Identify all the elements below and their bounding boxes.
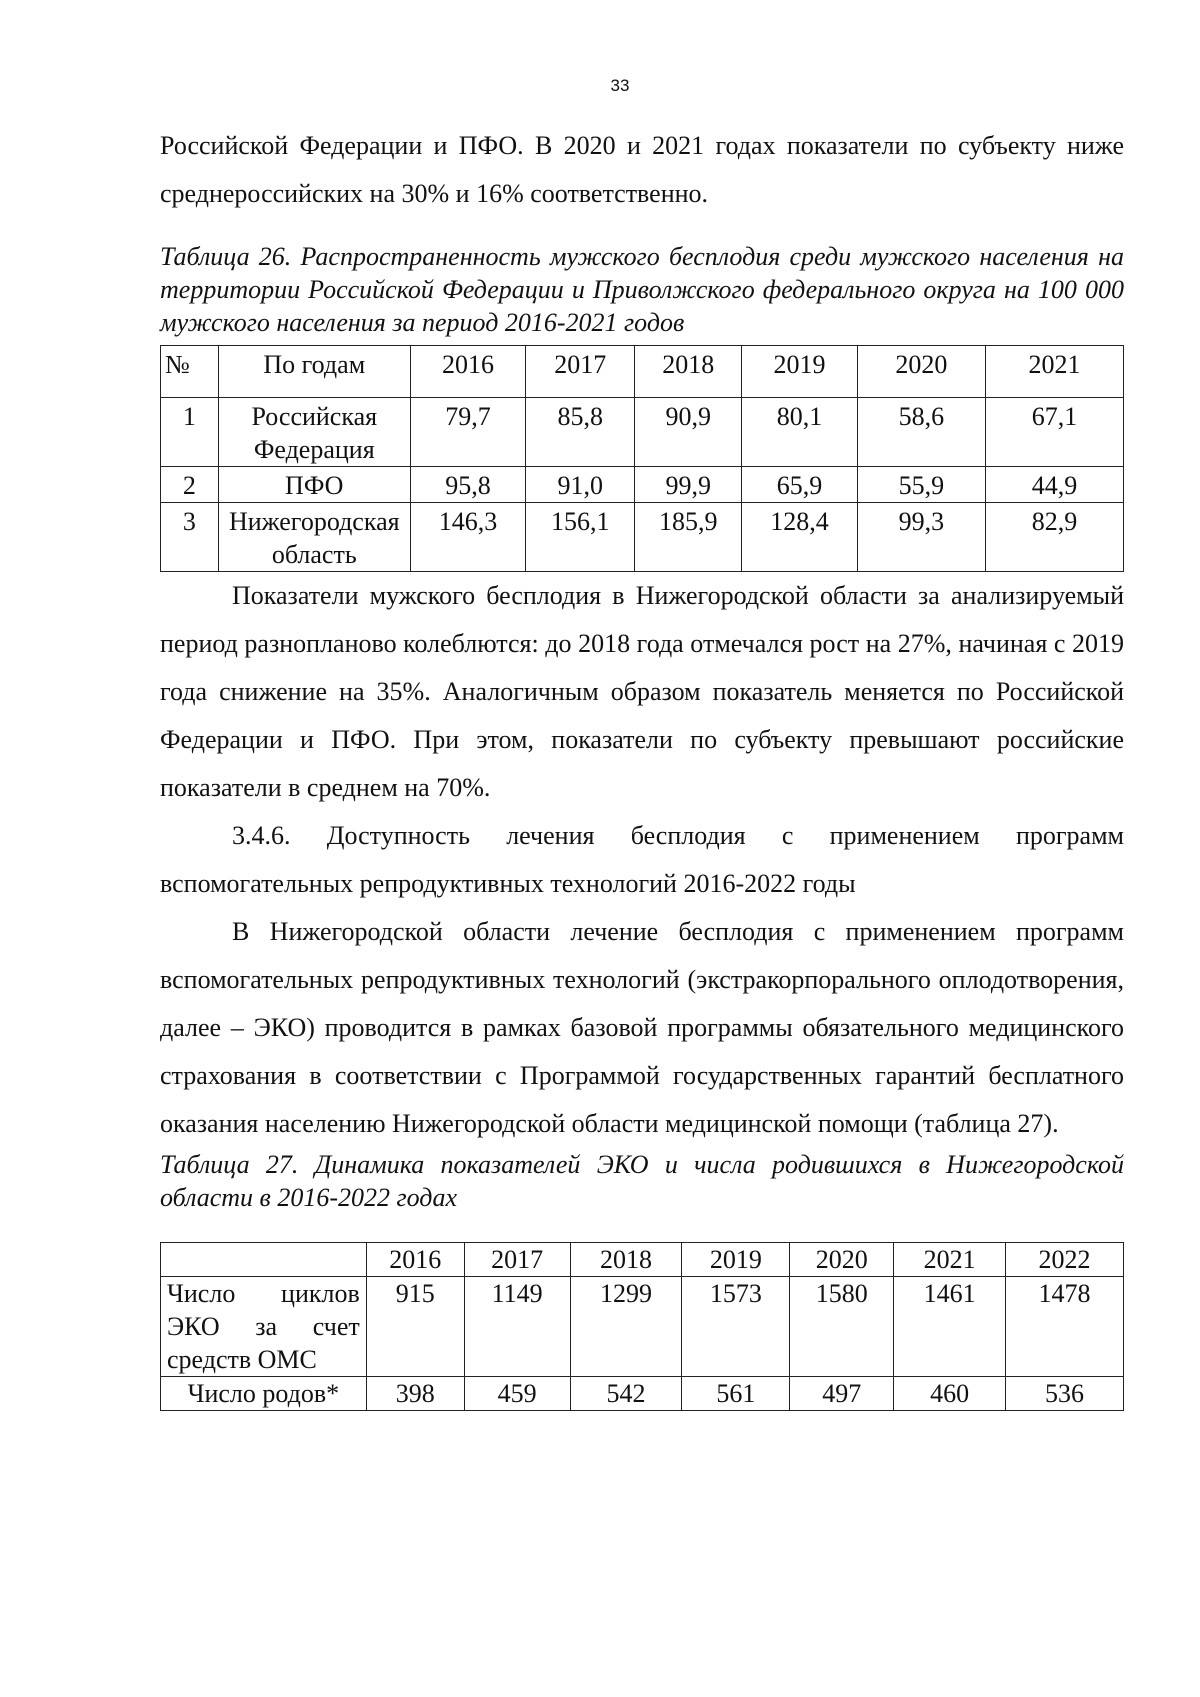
table-27-cell: 1580 <box>790 1277 894 1377</box>
table-27-header-row <box>161 1243 1124 1277</box>
table-26-row <box>161 467 1124 503</box>
table-27-header-cell: 2021 <box>894 1243 1006 1277</box>
table-26-cell: 185,9 <box>635 503 742 572</box>
table-26-cell: 79,7 <box>410 398 525 467</box>
table-27-cell: 536 <box>1006 1377 1124 1411</box>
table-27-row <box>161 1277 1124 1377</box>
page-number: 33 <box>610 76 630 95</box>
table-26-cell: 128,4 <box>742 503 857 572</box>
table-26-header-row <box>161 346 1124 398</box>
table-27-header-cell: 2022 <box>1006 1243 1124 1277</box>
table-26-row <box>161 398 1124 467</box>
table-26-header-cell: 2020 <box>857 346 985 398</box>
table-27-header-cell: 2018 <box>570 1243 682 1277</box>
paragraph-analysis: Показатели мужского бесплодия в Нижегородской области за анализируемый период разнопланово колеблются: до 2018 года отмечался рост на 27%, начиная с 2019 года снижение на 35%. Аналогичным образом показатель меняется по Российской Федерации и ПФО. При этом, показатели по субъекту превышают российские показатели в среднем на 70%. <box>160 581 1124 802</box>
table-26-row-number: 1 <box>161 398 219 467</box>
table-26-row-name: Нижегородская область <box>218 503 410 572</box>
table-27-cell: 1149 <box>464 1277 570 1377</box>
table-26-row <box>161 503 1124 572</box>
table-26-cell: 58,6 <box>857 398 985 467</box>
table-26-header-cell: По годам <box>218 346 410 398</box>
table-26-cell: 80,1 <box>742 398 857 467</box>
table-27-header-cell: 2019 <box>682 1243 790 1277</box>
table-27-header-cell <box>161 1243 367 1277</box>
section-heading-3-4-6: 3.4.6. Доступность лечения бесплодия с применением программ вспомогательных репродуктивных технологий 2016-2022 годы <box>160 821 1124 898</box>
table-27-cell: 1573 <box>682 1277 790 1377</box>
table-27-cell: 915 <box>366 1277 464 1377</box>
table-26-header-cell: № <box>161 346 219 398</box>
table-27-row <box>161 1377 1124 1411</box>
table-26-cell: 67,1 <box>986 398 1124 467</box>
table-26-cell: 90,9 <box>635 398 742 467</box>
table-26-header-cell: 2019 <box>742 346 857 398</box>
table-27-cell: 1299 <box>570 1277 682 1377</box>
table-26-row-name: ПФО <box>218 467 410 503</box>
table-27 <box>160 1242 1124 1411</box>
table-26-cell: 146,3 <box>410 503 525 572</box>
table-26-cell: 99,3 <box>857 503 985 572</box>
table-27-cell: 398 <box>366 1377 464 1411</box>
table-27-header-cell: 2016 <box>366 1243 464 1277</box>
table-26-header-cell: 2018 <box>635 346 742 398</box>
table-27-cell: 460 <box>894 1377 1006 1411</box>
table-26-cell: 99,9 <box>635 467 742 503</box>
table-27-cell: 497 <box>790 1377 894 1411</box>
table-27-cell: 1478 <box>1006 1277 1124 1377</box>
table-26-row-number: 2 <box>161 467 219 503</box>
table-27-caption: Таблица 27. Динамика показателей ЭКО и числа родившихся в Нижегородской области в 2016-2022 годах <box>160 1150 1124 1212</box>
paragraph-eco: В Нижегородской области лечение бесплодия с применением программ вспомогательных репродуктивных технологий (экстракорпорального оплодотворения, далее – ЭКО) проводится в рамках базовой программы обязательного медицинского страхования в соответствии с Программой государственных гарантий бесплатного оказания населению Нижегородской области медицинской помощи (таблица 27). <box>160 917 1124 1138</box>
table-26-cell: 85,8 <box>526 398 635 467</box>
table-26-cell: 44,9 <box>986 467 1124 503</box>
table-26-cell: 95,8 <box>410 467 525 503</box>
table-27-row-label: Число родов* <box>161 1377 367 1411</box>
table-26-header-cell: 2021 <box>986 346 1124 398</box>
table-27-cell: 561 <box>682 1377 790 1411</box>
paragraph-intro: Российской Федерации и ПФО. В 2020 и 2021 годах показатели по субъекту ниже среднероссийских на 30% и 16% соответственно. <box>160 131 1124 208</box>
table-27-cell: 459 <box>464 1377 570 1411</box>
table-26-header-cell: 2016 <box>410 346 525 398</box>
table-26-row-number: 3 <box>161 503 219 572</box>
table-26-cell: 65,9 <box>742 467 857 503</box>
table-27-cell: 542 <box>570 1377 682 1411</box>
table-26-row-name: Российская Федерация <box>218 398 410 467</box>
table-26-cell: 82,9 <box>986 503 1124 572</box>
table-26 <box>160 345 1124 572</box>
page-content <box>160 122 1124 1411</box>
table-26-header-cell: 2017 <box>526 346 635 398</box>
table-26-cell: 156,1 <box>526 503 635 572</box>
table-27-header-cell: 2017 <box>464 1243 570 1277</box>
table-26-cell: 55,9 <box>857 467 985 503</box>
table-27-row-label: Число циклов ЭКО за счет средств ОМС <box>161 1277 367 1377</box>
table-27-header-cell: 2020 <box>790 1243 894 1277</box>
table-27-cell: 1461 <box>894 1277 1006 1377</box>
table-26-caption: Таблица 26. Распространенность мужского бесплодия среди мужского населения на территории Российской Федерации и Приволжского федерального округа на 100 000 мужского населения за период 2016-2021 годов <box>160 242 1124 337</box>
table-26-cell: 91,0 <box>526 467 635 503</box>
